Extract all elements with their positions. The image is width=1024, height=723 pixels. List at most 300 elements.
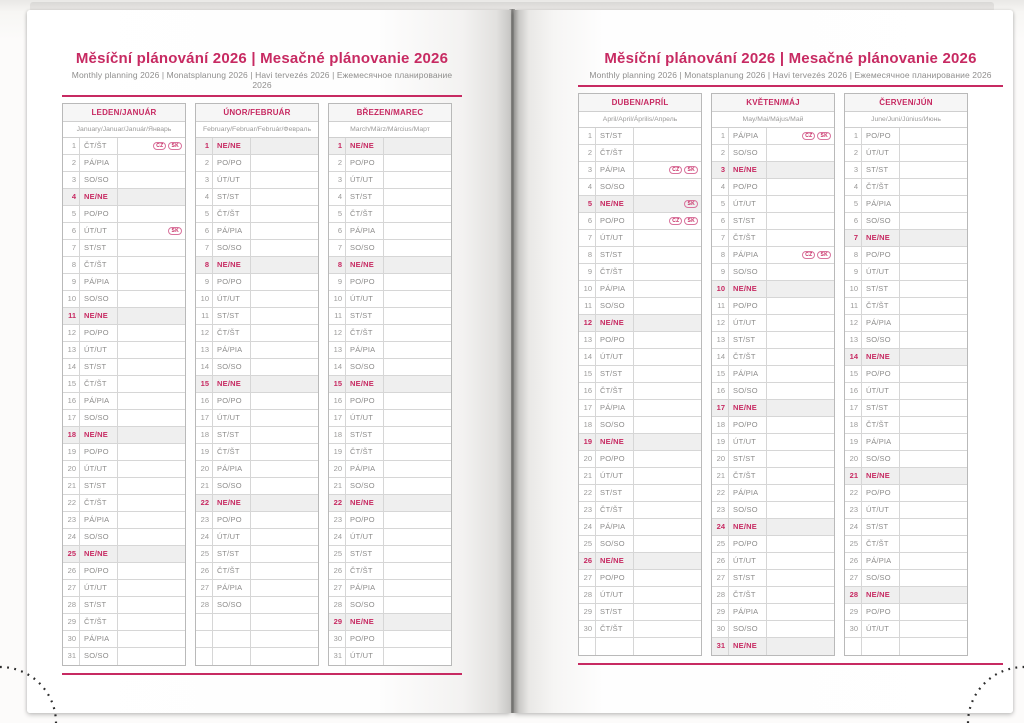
day-abbrev: NE/NE [346, 614, 384, 630]
day-abbrev: ÚT/UT [346, 529, 384, 545]
notes-cell [118, 257, 185, 273]
notes-cell [767, 315, 834, 331]
day-row [845, 570, 967, 587]
day-number: 4 [63, 189, 80, 205]
holiday-badge-sk: SK [684, 217, 698, 225]
day-abbrev: ÚT/UT [862, 621, 900, 637]
empty-row [579, 638, 701, 655]
day-abbrev: PO/PO [213, 155, 251, 171]
day-abbrev: ÚT/UT [729, 434, 767, 450]
page-title: Měsíční plánování 2026 | Mesačné plánovanie 2026 [75, 50, 449, 67]
empty-row [196, 614, 318, 631]
day-number: 18 [579, 417, 596, 433]
day-row [579, 366, 701, 383]
month-subheader: January/Januar/Január/Январь [63, 122, 185, 138]
day-row [196, 461, 318, 478]
day-row [329, 189, 451, 206]
title-rule [578, 85, 1003, 87]
day-row [329, 393, 451, 410]
day-abbrev: ČT/ŠT [80, 614, 118, 630]
day-number: 22 [63, 495, 80, 511]
notes-cell [634, 400, 701, 416]
right-page [514, 10, 1013, 713]
day-abbrev: ST/ST [862, 281, 900, 297]
day-abbrev: PÁ/PIA [213, 580, 251, 596]
notes-cell [384, 240, 451, 256]
day-row [196, 427, 318, 444]
day-row [196, 291, 318, 308]
notes-cell [767, 485, 834, 501]
day-number: 7 [63, 240, 80, 256]
notes-cell [251, 648, 318, 665]
day-row [329, 155, 451, 172]
notes-cell [767, 247, 834, 263]
day-row [712, 638, 834, 655]
notes-cell [118, 359, 185, 375]
notes-cell [767, 587, 834, 603]
day-row [712, 162, 834, 179]
day-abbrev: ČT/ŠT [596, 621, 634, 637]
notes-cell [634, 519, 701, 535]
day-row [63, 529, 185, 546]
day-row [579, 400, 701, 417]
day-number: 10 [196, 291, 213, 307]
day-row [712, 366, 834, 383]
day-number: 26 [845, 553, 862, 569]
day-abbrev: ST/ST [346, 427, 384, 443]
day-row [63, 478, 185, 495]
day-abbrev: SO/SO [213, 597, 251, 613]
notes-cell [900, 383, 967, 399]
day-row [63, 444, 185, 461]
day-abbrev: PO/PO [346, 393, 384, 409]
day-row [845, 485, 967, 502]
day-row [196, 172, 318, 189]
day-number: 6 [329, 223, 346, 239]
notes-cell [251, 580, 318, 596]
day-abbrev: NE/NE [862, 468, 900, 484]
day-abbrev: ČT/ŠT [729, 468, 767, 484]
day-number: 29 [712, 604, 729, 620]
day-row [329, 410, 451, 427]
day-row [845, 383, 967, 400]
day-abbrev: SO/SO [346, 478, 384, 494]
day-abbrev: ÚT/UT [80, 223, 118, 239]
day-abbrev: ČT/ŠT [80, 138, 118, 154]
day-abbrev: PO/PO [729, 417, 767, 433]
notes-cell [634, 502, 701, 518]
day-number: 2 [845, 145, 862, 161]
bottom-rule [578, 663, 1003, 665]
day-number: 18 [712, 417, 729, 433]
day-row [63, 223, 185, 240]
notes-cell [900, 281, 967, 297]
day-abbrev: ÚT/UT [729, 553, 767, 569]
holiday-badge-sk: SK [684, 200, 698, 208]
notes-cell [900, 315, 967, 331]
day-row [712, 536, 834, 553]
day-abbrev: ÚT/UT [213, 410, 251, 426]
day-number: 4 [196, 189, 213, 205]
notes-cell [634, 264, 701, 280]
day-number: 2 [63, 155, 80, 171]
notes-cell [251, 410, 318, 426]
notes-cell [900, 264, 967, 280]
notes-cell [767, 570, 834, 586]
day-abbrev: SO/SO [213, 478, 251, 494]
day-number: 19 [63, 444, 80, 460]
notes-cell [384, 308, 451, 324]
notes-cell [634, 366, 701, 382]
notes-cell [767, 230, 834, 246]
day-abbrev: ST/ST [862, 519, 900, 535]
day-row [845, 247, 967, 264]
notes-cell [767, 162, 834, 178]
day-number: 1 [329, 138, 346, 154]
notes-cell [251, 189, 318, 205]
day-abbrev [213, 648, 251, 665]
day-number: 21 [845, 468, 862, 484]
day-abbrev: SO/SO [346, 597, 384, 613]
day-number: 16 [712, 383, 729, 399]
day-row [329, 308, 451, 325]
day-abbrev: ČT/ŠT [80, 376, 118, 392]
day-number: 13 [63, 342, 80, 358]
notes-cell [900, 230, 967, 246]
notes-cell [767, 451, 834, 467]
day-number: 15 [196, 376, 213, 392]
day-abbrev: SO/SO [596, 179, 634, 195]
day-abbrev: NE/NE [213, 257, 251, 273]
day-row [845, 298, 967, 315]
day-row [63, 648, 185, 665]
notes-cell [384, 274, 451, 290]
day-number: 8 [329, 257, 346, 273]
day-abbrev: ČT/ŠT [346, 444, 384, 460]
day-abbrev: SO/SO [80, 648, 118, 665]
notes-cell [634, 383, 701, 399]
day-abbrev: ČT/ŠT [80, 257, 118, 273]
day-abbrev: SO/SO [729, 383, 767, 399]
day-number: 26 [329, 563, 346, 579]
day-row [63, 206, 185, 223]
day-abbrev: NE/NE [729, 638, 767, 655]
day-abbrev: PÁ/PIA [213, 342, 251, 358]
day-row [329, 495, 451, 512]
day-row [196, 189, 318, 206]
notes-cell [900, 536, 967, 552]
day-row [712, 298, 834, 315]
day-row [845, 417, 967, 434]
notes-cell [767, 213, 834, 229]
day-number: 26 [579, 553, 596, 569]
notes-cell [634, 553, 701, 569]
day-number: 17 [329, 410, 346, 426]
notes-cell [634, 145, 701, 161]
day-row [712, 468, 834, 485]
day-number: 18 [63, 427, 80, 443]
day-abbrev: ST/ST [596, 247, 634, 263]
day-number: 31 [63, 648, 80, 665]
day-row [579, 179, 701, 196]
day-row [63, 427, 185, 444]
day-row [63, 325, 185, 342]
day-row [196, 155, 318, 172]
notes-cell [900, 587, 967, 603]
month-table [62, 103, 186, 666]
day-row [712, 400, 834, 417]
notes-cell [634, 128, 701, 144]
day-abbrev: PÁ/PIA [596, 519, 634, 535]
notes-cell [767, 400, 834, 416]
holiday-badge-cz: CZ [153, 142, 166, 150]
notes-cell [900, 400, 967, 416]
month-table [711, 93, 835, 656]
day-row [196, 342, 318, 359]
month-subheader: April/April/Április/Апрель [579, 112, 701, 128]
notes-cell [634, 638, 701, 655]
day-row [329, 529, 451, 546]
day-abbrev: ČT/ŠT [213, 206, 251, 222]
day-number: 19 [712, 434, 729, 450]
day-row [579, 281, 701, 298]
day-abbrev: NE/NE [80, 189, 118, 205]
notes-cell [900, 485, 967, 501]
day-abbrev: PÁ/PIA [80, 393, 118, 409]
day-number: 6 [712, 213, 729, 229]
day-abbrev: NE/NE [596, 553, 634, 569]
day-row [329, 444, 451, 461]
day-number: 8 [63, 257, 80, 273]
day-number: 9 [845, 264, 862, 280]
notes-cell [118, 206, 185, 222]
day-abbrev: PO/PO [346, 274, 384, 290]
page-subtitle: Monthly planning 2026 | Monatsplanung 2026 | Havi tervezés 2026 | Ежемесячное планирование 2026 [71, 70, 453, 90]
day-number: 27 [712, 570, 729, 586]
notes-cell [251, 461, 318, 477]
day-abbrev: PO/PO [213, 512, 251, 528]
day-row [712, 281, 834, 298]
notes-cell [384, 427, 451, 443]
day-number: 11 [712, 298, 729, 314]
notes-cell [384, 223, 451, 239]
day-number: 14 [579, 349, 596, 365]
corner-perforation-dots-left [0, 659, 64, 723]
day-row [845, 400, 967, 417]
day-number: 18 [196, 427, 213, 443]
day-row [196, 478, 318, 495]
day-abbrev: ČT/ŠT [213, 444, 251, 460]
day-abbrev: NE/NE [596, 434, 634, 450]
day-abbrev: NE/NE [346, 495, 384, 511]
notes-cell [634, 247, 701, 263]
day-number: 25 [329, 546, 346, 562]
day-abbrev: PO/PO [729, 179, 767, 195]
notes-cell [634, 587, 701, 603]
day-number: 7 [579, 230, 596, 246]
notes-cell [251, 138, 318, 154]
day-number: 17 [712, 400, 729, 416]
month-table [844, 93, 968, 656]
day-abbrev: PÁ/PIA [80, 512, 118, 528]
day-abbrev: ÚT/UT [596, 468, 634, 484]
day-row [196, 393, 318, 410]
day-abbrev [213, 631, 251, 647]
notes-cell [767, 417, 834, 433]
day-row [845, 587, 967, 604]
day-abbrev: ČT/ŠT [862, 536, 900, 552]
day-abbrev: PO/PO [80, 325, 118, 341]
day-number: 13 [196, 342, 213, 358]
day-number: 1 [579, 128, 596, 144]
day-number: 10 [63, 291, 80, 307]
day-row [579, 604, 701, 621]
day-abbrev: ČT/ŠT [729, 587, 767, 603]
day-number: 4 [579, 179, 596, 195]
notes-cell [634, 604, 701, 620]
notes-cell [634, 451, 701, 467]
day-row [579, 213, 701, 230]
day-row [712, 264, 834, 281]
notes-cell [634, 298, 701, 314]
day-row [63, 138, 185, 155]
day-row [579, 145, 701, 162]
day-abbrev: NE/NE [862, 587, 900, 603]
day-row [329, 325, 451, 342]
day-abbrev: ST/ST [80, 478, 118, 494]
day-abbrev: ÚT/UT [346, 648, 384, 665]
notes-cell [251, 512, 318, 528]
notes-cell [384, 495, 451, 511]
day-abbrev: NE/NE [213, 376, 251, 392]
day-abbrev: ST/ST [213, 427, 251, 443]
day-number: 23 [712, 502, 729, 518]
day-number: 28 [579, 587, 596, 603]
notes-cell [634, 230, 701, 246]
month-header: KVĚTEN/MÁJ [712, 94, 834, 112]
day-abbrev: ST/ST [80, 597, 118, 613]
day-row [196, 512, 318, 529]
left-page-content [62, 10, 462, 675]
day-number: 29 [579, 604, 596, 620]
notes-cell [900, 145, 967, 161]
notes-cell [900, 621, 967, 637]
day-abbrev: PO/PO [862, 366, 900, 382]
day-number: 17 [63, 410, 80, 426]
day-abbrev: ČT/ŠT [346, 563, 384, 579]
day-row [63, 393, 185, 410]
day-row [579, 621, 701, 638]
notes-cell [251, 206, 318, 222]
day-row [579, 162, 701, 179]
day-number: 13 [329, 342, 346, 358]
day-number: 17 [579, 400, 596, 416]
day-row [579, 298, 701, 315]
notes-cell [251, 240, 318, 256]
day-number: 13 [579, 332, 596, 348]
day-row [329, 512, 451, 529]
notes-cell [634, 281, 701, 297]
notes-cell [251, 274, 318, 290]
day-number: 1 [63, 138, 80, 154]
day-number: 28 [845, 587, 862, 603]
day-row [712, 587, 834, 604]
notes-cell [251, 342, 318, 358]
day-row [329, 614, 451, 631]
notes-cell [251, 563, 318, 579]
holiday-badge-cz: CZ [802, 132, 815, 140]
holiday-badge-cz: CZ [669, 166, 682, 174]
day-row [63, 580, 185, 597]
day-number: 5 [712, 196, 729, 212]
day-row [63, 410, 185, 427]
day-abbrev: SO/SO [346, 240, 384, 256]
day-number: 15 [579, 366, 596, 382]
day-row [196, 580, 318, 597]
day-row [845, 196, 967, 213]
day-number: 20 [845, 451, 862, 467]
day-abbrev: NE/NE [596, 315, 634, 331]
day-row [579, 417, 701, 434]
notes-cell [118, 138, 185, 154]
holiday-badge-sk: SK [684, 166, 698, 174]
notes-cell [900, 298, 967, 314]
day-number: 20 [579, 451, 596, 467]
day-number: 21 [712, 468, 729, 484]
notes-cell [767, 638, 834, 655]
notes-cell [251, 325, 318, 341]
day-number: 3 [579, 162, 596, 178]
day-number: 15 [329, 376, 346, 392]
day-number: 14 [712, 349, 729, 365]
day-row [329, 138, 451, 155]
day-abbrev: ST/ST [213, 189, 251, 205]
day-abbrev: NE/NE [729, 162, 767, 178]
day-row [579, 128, 701, 145]
notes-cell [767, 519, 834, 535]
day-row [329, 563, 451, 580]
day-abbrev: ÚT/UT [80, 580, 118, 596]
day-number: 12 [63, 325, 80, 341]
day-number: 30 [329, 631, 346, 647]
day-row [196, 325, 318, 342]
notes-cell [118, 546, 185, 562]
day-abbrev: ST/ST [862, 162, 900, 178]
notes-cell [251, 631, 318, 647]
day-row [329, 240, 451, 257]
day-number: 11 [329, 308, 346, 324]
day-number: 25 [63, 546, 80, 562]
notes-cell [384, 359, 451, 375]
day-row [579, 315, 701, 332]
day-row [196, 563, 318, 580]
day-abbrev: ST/ST [213, 308, 251, 324]
day-abbrev: ČT/ŠT [213, 325, 251, 341]
day-number: 5 [196, 206, 213, 222]
day-row [712, 570, 834, 587]
day-row [845, 128, 967, 145]
notes-cell [118, 512, 185, 528]
notes-cell [634, 315, 701, 331]
notes-cell [634, 349, 701, 365]
day-abbrev: SO/SO [729, 264, 767, 280]
day-row [329, 631, 451, 648]
day-row [329, 376, 451, 393]
day-number: 3 [329, 172, 346, 188]
day-row [845, 502, 967, 519]
day-row [63, 376, 185, 393]
day-row [845, 315, 967, 332]
